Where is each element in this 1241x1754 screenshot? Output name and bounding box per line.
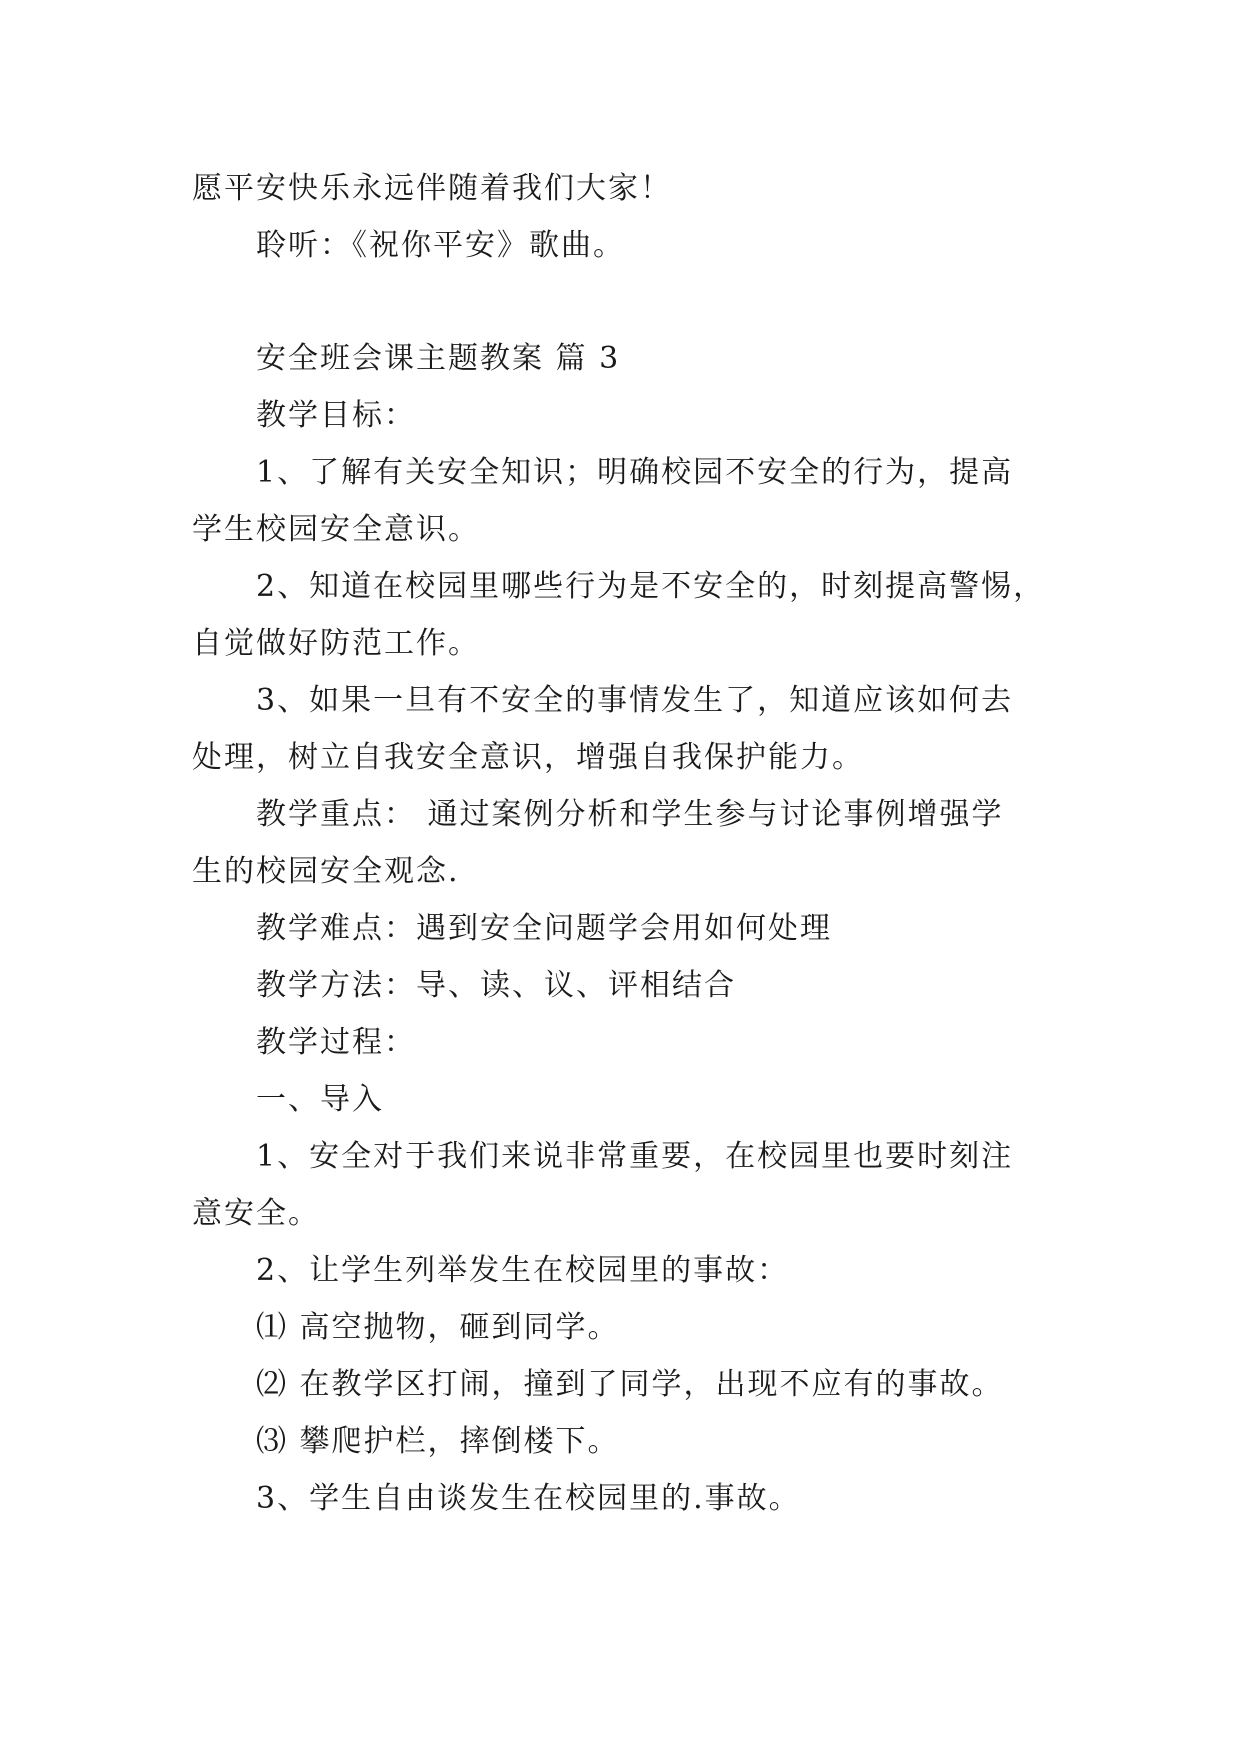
goal-2-line-1: 2、知道在校园里哪些行为是不安全的，时刻提高警惕， — [256, 569, 1046, 604]
intro-3: 3、学生自由谈发生在校园里的.事故。 — [256, 1481, 801, 1516]
case-3: ⑶ 攀爬护栏，摔倒楼下。 — [256, 1424, 620, 1459]
goal-1-line-1: 1、了解有关安全知识；明确校园不安全的行为，提高 — [256, 455, 1014, 490]
intro-1-line-1: 1、安全对于我们来说非常重要，在校园里也要时刻注 — [256, 1139, 1014, 1174]
section-title: 安全班会课主题教案 篇 3 — [256, 341, 621, 376]
case-2: ⑵ 在教学区打闹，撞到了同学，出现不应有的事故。 — [256, 1367, 1004, 1402]
paragraph-closing-wish: 愿平安快乐永远伴随着我们大家！ — [192, 171, 672, 206]
goals-label: 教学目标： — [256, 398, 416, 433]
goal-1-line-2: 学生校园安全意识。 — [192, 512, 480, 547]
document-body — [192, 160, 1082, 1527]
intro-2: 2、让学生列举发生在校园里的事故： — [256, 1253, 790, 1288]
difficulty: 教学难点：遇到安全问题学会用如何处理 — [256, 911, 832, 946]
goal-3-line-1: 3、如果一旦有不安全的事情发生了，知道应该如何去 — [256, 683, 1014, 718]
paragraph-song: 聆听：《祝你平安》歌曲。 — [256, 228, 625, 263]
case-1: ⑴ 高空抛物，砸到同学。 — [256, 1310, 620, 1345]
key-point-line-1: 教学重点： 通过案例分析和学生参与讨论事例增强学 — [256, 797, 1004, 832]
process-label: 教学过程： — [256, 1025, 416, 1060]
intro-1-line-2: 意安全。 — [192, 1196, 320, 1231]
spacer — [192, 274, 1082, 330]
goal-2-line-2: 自觉做好防范工作。 — [192, 626, 480, 661]
key-point-line-2: 生的校园安全观念. — [192, 854, 460, 889]
method: 教学方法：导、读、议、评相结合 — [256, 968, 736, 1003]
goal-3-line-2: 处理，树立自我安全意识，增强自我保护能力。 — [192, 740, 864, 775]
step-intro-heading: 一、导入 — [256, 1082, 384, 1117]
